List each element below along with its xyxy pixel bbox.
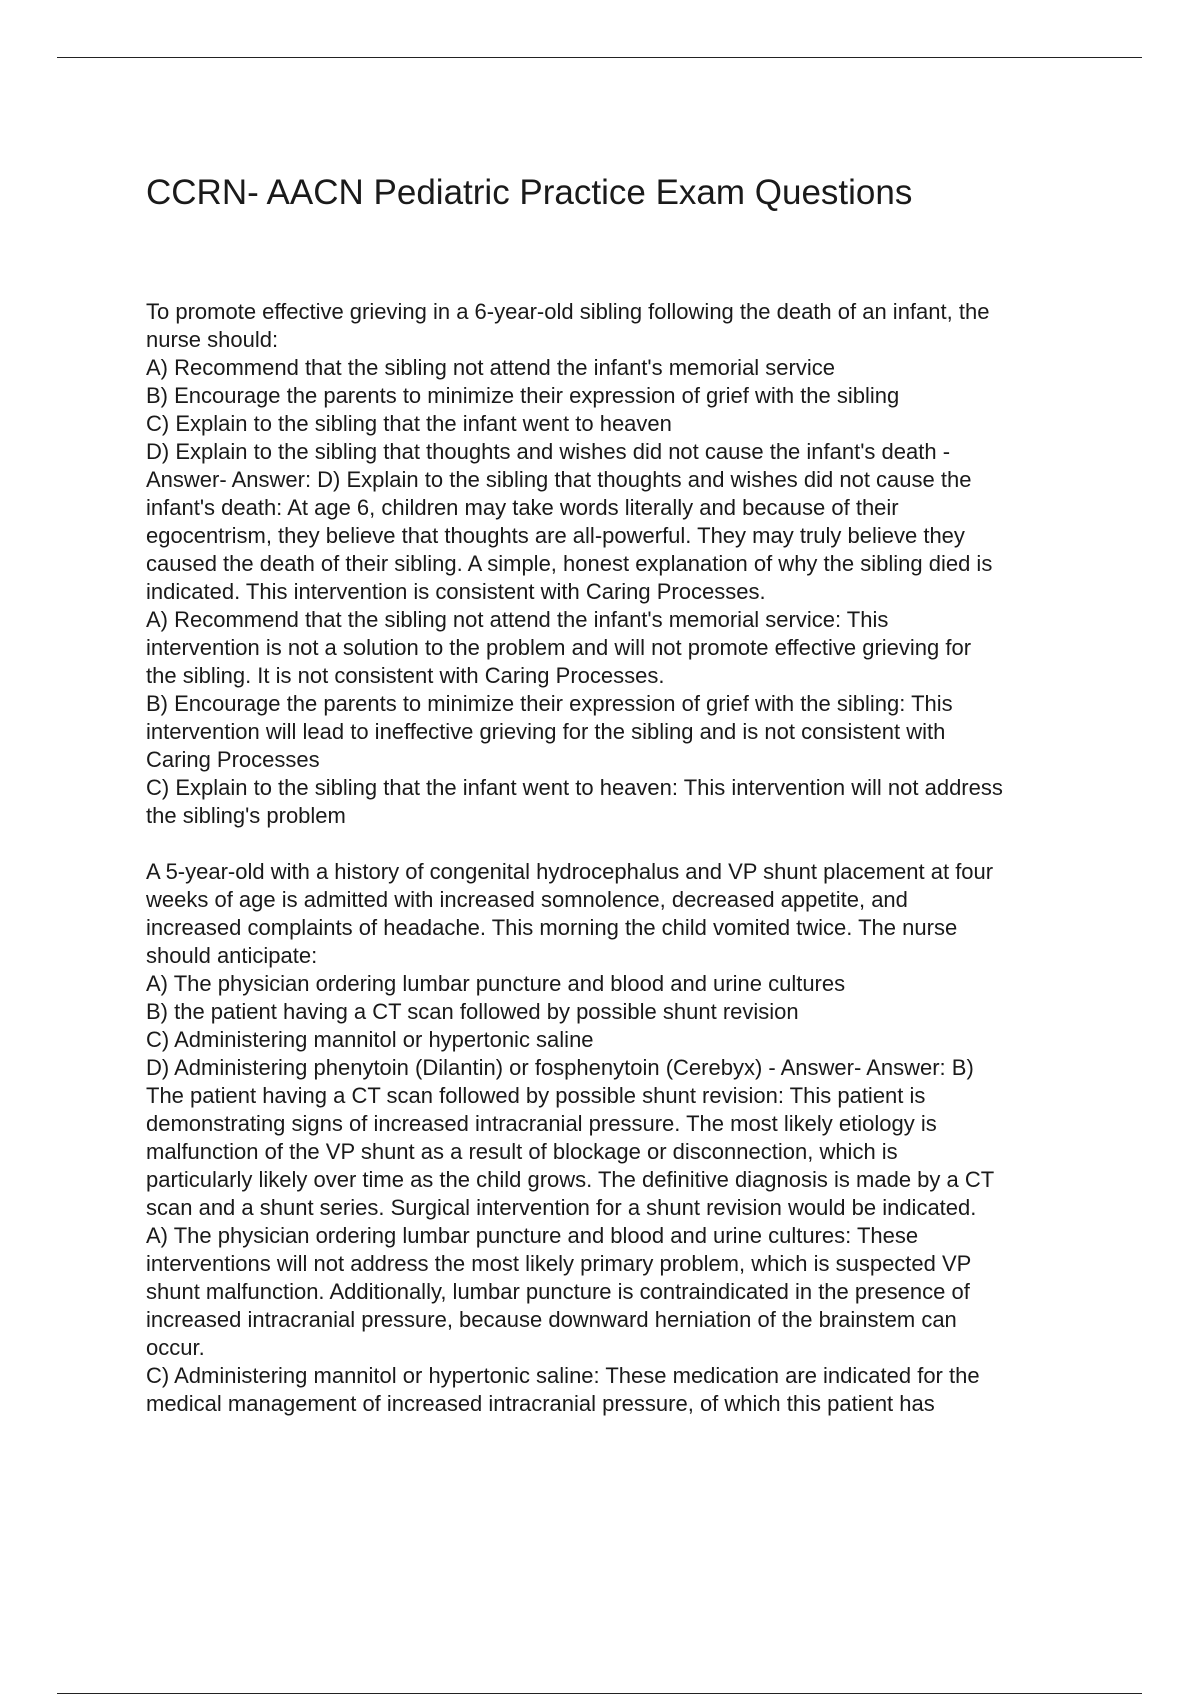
rationale-line: Caring Processes	[146, 747, 320, 772]
answer-line: demonstrating signs of increased intracranial pressure. The most likely etiology is	[146, 1111, 937, 1136]
document-body	[146, 298, 1106, 1418]
rationale-line: A) The physician ordering lumbar puncture and blood and urine cultures: These	[146, 1223, 919, 1248]
option-line: D) Administering phenytoin (Dilantin) or fosphenytoin (Cerebyx) - Answer- Answer: B)	[146, 1055, 974, 1080]
option-line: A) The physician ordering lumbar puncture and blood and urine cultures	[146, 971, 846, 996]
rationale-line: occur.	[146, 1335, 205, 1360]
text-line: weeks of age is admitted with increased somnolence, decreased appetite, and	[146, 887, 908, 912]
question-block	[146, 858, 1106, 1418]
text-line: nurse should:	[146, 327, 279, 352]
rationale-line: intervention will lead to ineffective grieving for the sibling and is not consistent with	[146, 719, 946, 744]
text-line: should anticipate:	[146, 943, 318, 968]
answer-line: indicated. This intervention is consistent with Caring Processes.	[146, 579, 766, 604]
answer-line: particularly likely over time as the child grows. The definitive diagnosis is made by a CT	[146, 1167, 995, 1192]
rationale-line: the sibling's problem	[146, 803, 346, 828]
answer-line: Answer- Answer: D) Explain to the sibling that thoughts and wishes did not cause the	[146, 467, 972, 492]
option-line: B) Encourage the parents to minimize their expression of grief with the sibling	[146, 383, 900, 408]
rationale-line: A) Recommend that the sibling not attend the infant's memorial service: This	[146, 607, 889, 632]
option-line: A) Recommend that the sibling not attend the infant's memorial service	[146, 355, 835, 380]
text-line: increased complaints of headache. This morning the child vomited twice. The nurse	[146, 915, 958, 940]
page-title: CCRN- AACN Pediatric Practice Exam Questions	[146, 173, 913, 212]
top-rule	[57, 57, 1142, 58]
rationale-line: B) Encourage the parents to minimize their expression of grief with the sibling: This	[146, 691, 953, 716]
rationale-line: the sibling. It is not consistent with Caring Processes.	[146, 663, 665, 688]
answer-line: caused the death of their sibling. A simple, honest explanation of why the sibling died is	[146, 551, 993, 576]
bottom-rule	[57, 1693, 1142, 1694]
option-line: C) Administering mannitol or hypertonic saline	[146, 1027, 594, 1052]
rationale-line: interventions will not address the most likely primary problem, which is suspected VP	[146, 1251, 972, 1276]
text-line: To promote effective grieving in a 6-year-old sibling following the death of an infant, the	[146, 299, 990, 324]
question-block	[146, 298, 1106, 830]
rationale-line: intervention is not a solution to the problem and will not promote effective grieving for	[146, 635, 972, 660]
option-line: C) Explain to the sibling that the infant went to heaven	[146, 411, 672, 436]
option-line: B) the patient having a CT scan followed by possible shunt revision	[146, 999, 799, 1024]
answer-line: malfunction of the VP shunt as a result of blockage or disconnection, which is	[146, 1139, 898, 1164]
rationale-line: C) Administering mannitol or hypertonic saline: These medication are indicated for the	[146, 1363, 980, 1388]
option-line: D) Explain to the sibling that thoughts and wishes did not cause the infant's death -	[146, 439, 951, 464]
rationale-line: increased intracranial pressure, because downward herniation of the brainstem can	[146, 1307, 957, 1332]
rationale-line: C) Explain to the sibling that the infant went to heaven: This intervention will not address	[146, 775, 1003, 800]
rationale-line: medical management of increased intracranial pressure, of which this patient has	[146, 1391, 935, 1416]
text-line: A 5-year-old with a history of congenital hydrocephalus and VP shunt placement at four	[146, 859, 994, 884]
answer-line: The patient having a CT scan followed by possible shunt revision: This patient is	[146, 1083, 926, 1108]
rationale-line: shunt malfunction. Additionally, lumbar puncture is contraindicated in the presence of	[146, 1279, 970, 1304]
answer-line: infant's death: At age 6, children may take words literally and because of their	[146, 495, 899, 520]
answer-line: egocentrism, they believe that thoughts are all-powerful. They may truly believe they	[146, 523, 965, 548]
answer-line: scan and a shunt series. Surgical intervention for a shunt revision would be indicated.	[146, 1195, 977, 1220]
paragraph-gap	[146, 830, 1106, 858]
